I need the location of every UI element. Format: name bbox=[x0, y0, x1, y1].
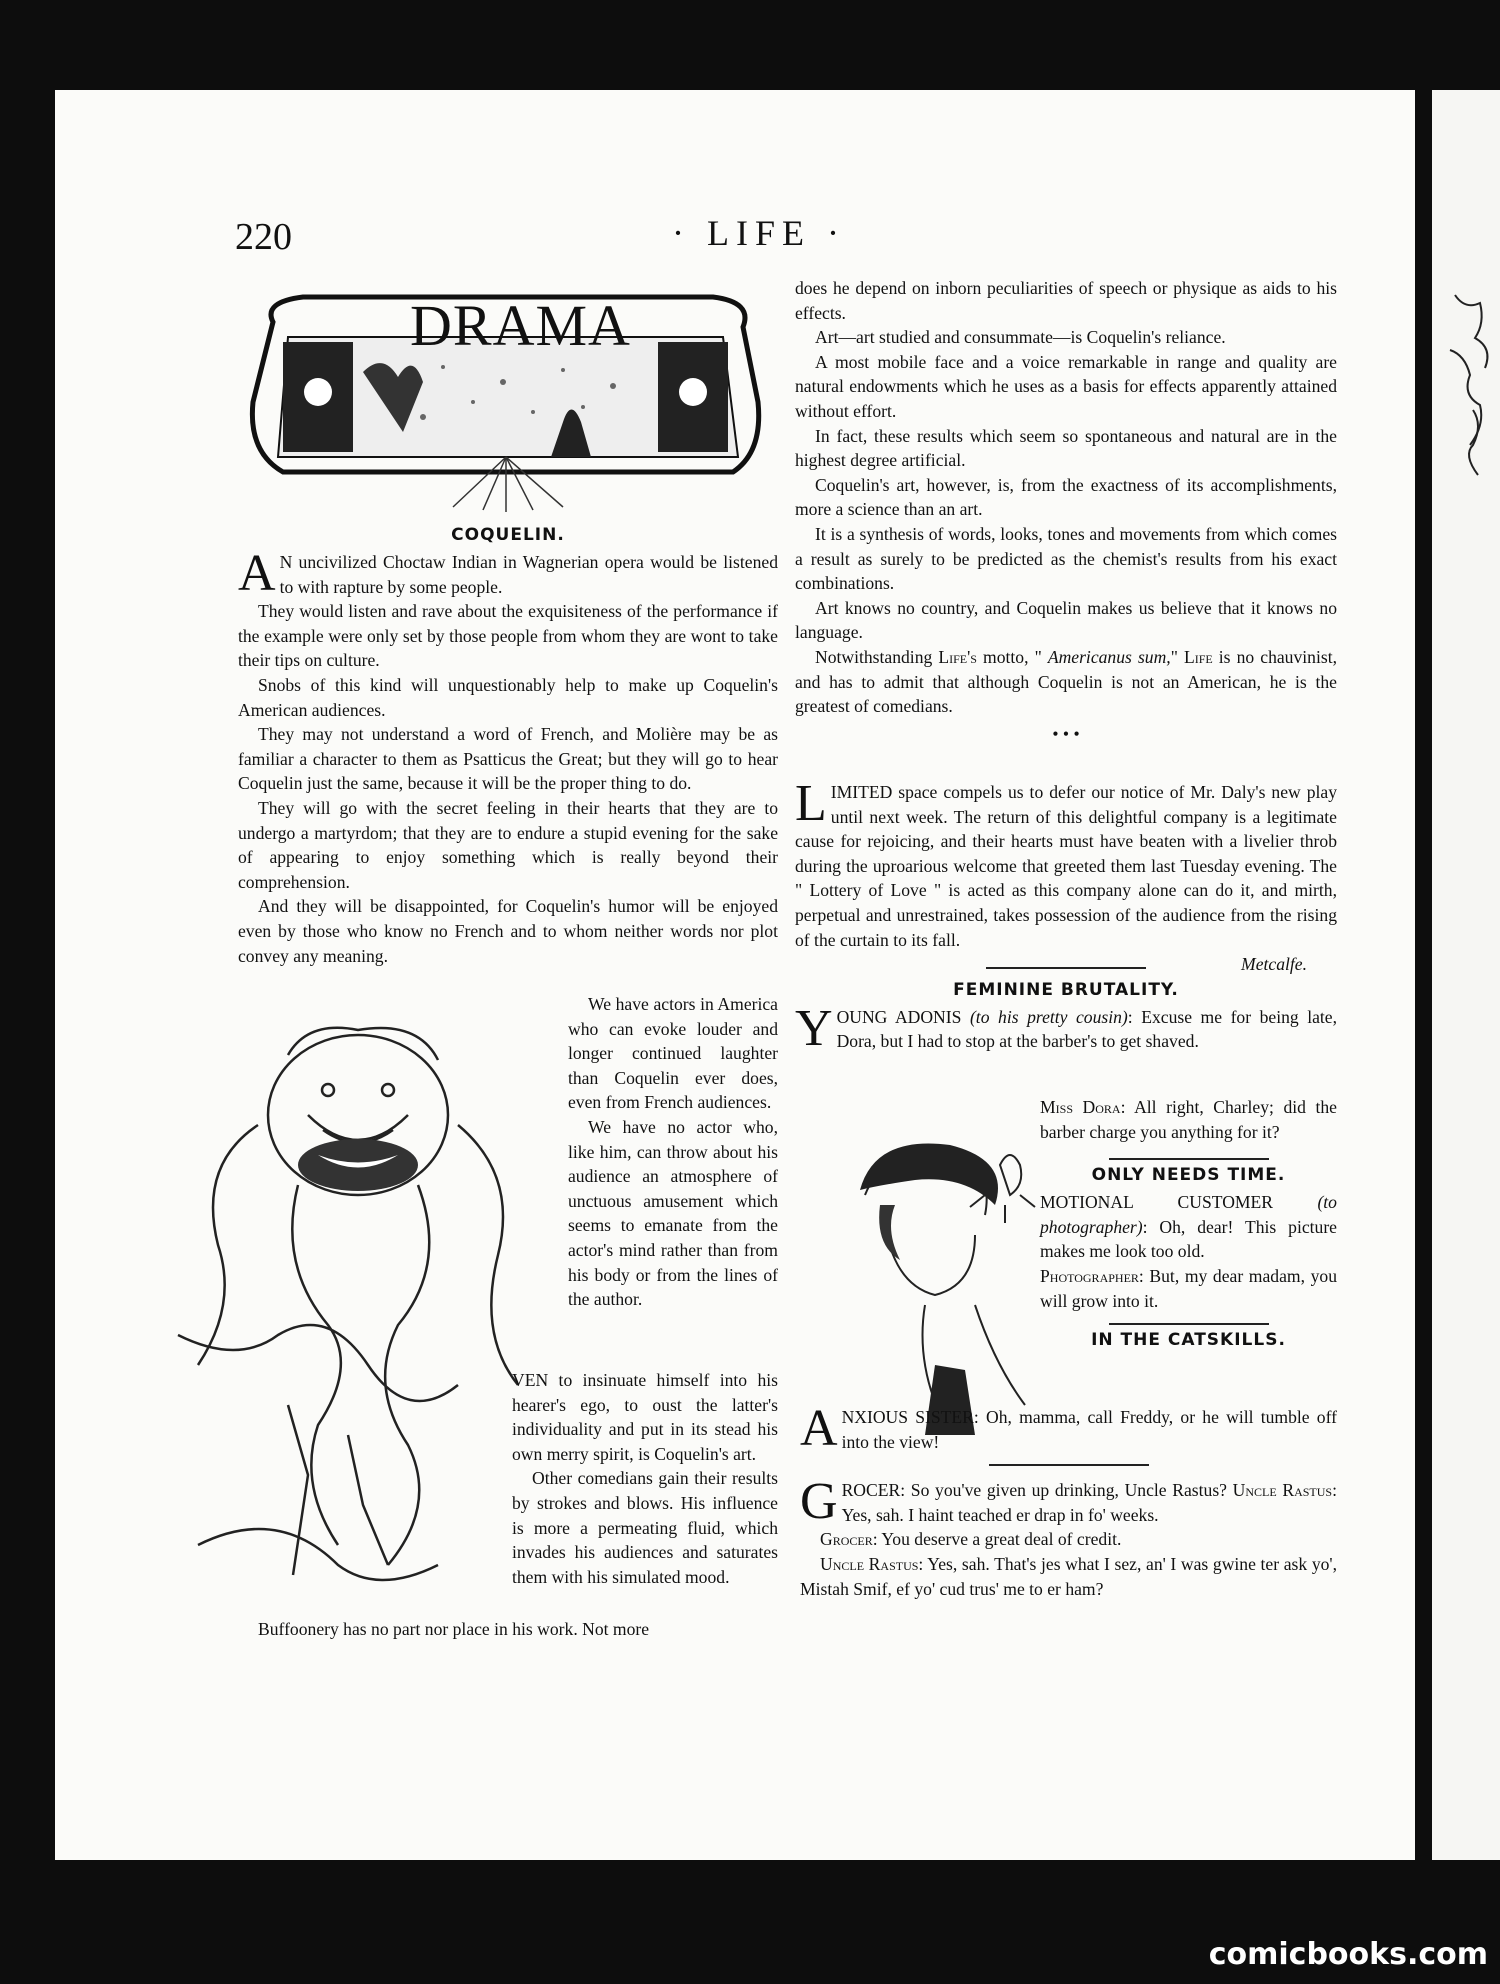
coquelin-paragraph-5: They will go with the secret feeling in their hearts that they are to undergo a martyrdom; that they are to endure a stupid evening for the sake of appearing to enjoy something which is really beyond their comprehension. bbox=[238, 797, 778, 892]
divider-rule bbox=[989, 1464, 1149, 1466]
coquelin-caricature-illustration bbox=[158, 1005, 568, 1605]
coquelin-right-paragraph-5: Coquelin's art, however, is, from the exactness of its accomplishments, more a science than an art. bbox=[795, 474, 1337, 520]
coquelin-article-wrap-2 bbox=[512, 1368, 778, 1589]
limited-paragraph: LIMITED space compels us to defer our notice of Mr. Daly's new play until next week. The return of this delightful company is a legitimate cause for rejoicing, and their hearts must have beaten with a livelier throb during the uproarious welcome that greeted them last Tuesday evening. The " Lottery of Love " is acted as this company alone can do it, and mirth, perpetual and unrestrained, takes possession of the audience from the rising of the curtain to its fall. bbox=[795, 775, 1337, 950]
drama-banner-label: DRAMA bbox=[410, 293, 631, 358]
drop-cap-a: A bbox=[238, 545, 276, 602]
right-column-dialogues bbox=[1040, 1095, 1337, 1355]
drop-cap-a: A bbox=[800, 1400, 838, 1457]
drop-cap-g: G bbox=[800, 1473, 838, 1531]
coquelin-paragraph-9: VEN to insinuate himself into his hearer's ego, to oust the latter's individuality and put in its stead his own merry spirit, is Coquelin's art. bbox=[512, 1370, 778, 1464]
adjacent-page-illustration-fragment bbox=[1445, 290, 1495, 510]
coquelin-heading: COQUELIN. bbox=[451, 525, 565, 545]
needs-time-line-1: MOTIONAL CUSTOMER (to photographer): Oh, dear! This picture makes me look too old. bbox=[1040, 1192, 1337, 1262]
feminine-line-2: Miss Dora: All right, Charley; did the barber charge you anything for it? bbox=[1040, 1097, 1337, 1142]
signature-metcalfe: Metcalfe. bbox=[1241, 954, 1307, 975]
only-needs-time-heading: ONLY NEEDS TIME. bbox=[1091, 1165, 1286, 1186]
coquelin-paragraph-6: And they will be disappointed, for Coquelin's humor will be enjoyed even by those who know no French and to whom neither words nor plot convey any meaning. bbox=[238, 896, 778, 966]
in-the-catskills-heading: IN THE CATSKILLS. bbox=[1091, 1330, 1286, 1351]
coquelin-article-bottom bbox=[238, 1617, 778, 1642]
limited-space-notice bbox=[795, 775, 1338, 1057]
coquelin-paragraph-8: We have no actor who, like him, can throw about his audience an atmosphere of unctuous amusement which seems to emanate from the actor's mind rather than from his body or from the lines of the author. bbox=[568, 1116, 778, 1310]
watermark: comicbooks.com bbox=[1208, 1937, 1488, 1972]
coquelin-right-paragraph-1: does he depend on inborn peculiarities of speech or physique as aids to his effects. bbox=[795, 278, 1337, 323]
coquelin-paragraph-11: Buffoonery has no part nor place in his work. Not more bbox=[258, 1619, 650, 1639]
coquelin-article-wrap-1 bbox=[568, 992, 778, 1312]
coquelin-right-paragraph-3: A most mobile face and a voice remarkable in range and quality are natural endowments which he uses as a basis for effects apparently attained without effort. bbox=[795, 351, 1337, 421]
drop-cap-y: Y bbox=[795, 999, 833, 1057]
coquelin-paragraph-1-text: N uncivilized Choctaw Indian in Wagnerian opera would be listened to with rapture by some people. bbox=[279, 552, 778, 597]
coquelin-paragraph-1 bbox=[238, 545, 778, 602]
masthead-life: · LIFE · bbox=[672, 213, 846, 253]
coquelin-paragraph-7: We have actors in America who can evoke louder and longer continued laughter than Coquelin ever does, even from French audiences. bbox=[568, 994, 778, 1113]
catskills-line: ANXIOUS SISTER: Oh, mamma, call Freddy, or he will tumble off into the view! bbox=[800, 1400, 1337, 1457]
coquelin-right-paragraph-6: It is a synthesis of words, looks, tones and movements from which comes a result as surely to be predicted as the chemist's results from his exact combinations. bbox=[795, 523, 1337, 594]
feminine-brutality-heading: FEMININE BRUTALITY. bbox=[953, 979, 1179, 1000]
coquelin-right-paragraph-7: Art knows no country, and Coquelin makes us believe that it knows no language. bbox=[795, 597, 1337, 643]
coquelin-paragraph-3: Snobs of this kind will unquestionably help to make up Coquelin's American audiences. bbox=[238, 674, 778, 720]
grocer-line-4: Uncle Rastus: Yes, sah. That's jes what I sez, an' I was gwine ter ask yo', Mistah Smif, ef yo' cud trus' me to er ham? bbox=[800, 1553, 1337, 1599]
feminine-line-1: YOUNG ADONIS (to his pretty cousin): Excuse me for being late, Dora, but I had to stop at the barber's to get shaved. bbox=[795, 999, 1338, 1057]
page-number: 220 bbox=[235, 216, 292, 258]
coquelin-paragraph-10: Other comedians gain their results by strokes and blows. His influence is more a permeating fluid, which invades his audiences and saturates them with his simulated mood. bbox=[512, 1468, 778, 1587]
needs-time-line-2: Photographer: But, my dear madam, you will grow into it. bbox=[1040, 1265, 1337, 1311]
coquelin-right-paragraph-8: Notwithstanding Life's motto, " Americanus sum," Life is no chauvinist, and has to admit that although Coquelin is not an American, he is the greatest of comedians. bbox=[795, 646, 1337, 717]
coquelin-paragraph-4: They may not understand a word of French, and Molière may be as familiar a character to them as Psatticus the Great; but they will go to hear Coquelin just the same, because it will be the proper thing to do. bbox=[238, 724, 778, 794]
coquelin-article-top bbox=[238, 520, 778, 968]
coquelin-right-paragraph-4: In fact, these results which seem so spontaneous and natural are in the highest degree artificial. bbox=[795, 425, 1337, 471]
section-separator: • • • bbox=[1052, 723, 1080, 744]
grocer-line-3: Grocer: You deserve a great deal of credit. bbox=[820, 1529, 1122, 1550]
coquelin-right-paragraph-2: Art—art studied and consummate—is Coquelin's reliance. bbox=[815, 327, 1226, 348]
drop-cap-l: L bbox=[795, 775, 827, 832]
coquelin-paragraph-2: They would listen and rave about the exquisiteness of the performance if the example were only set by those people from whom they are wont to take their tips on culture. bbox=[238, 601, 778, 671]
divider-rule bbox=[986, 967, 1146, 969]
grocer-line-1: GROCER: So you've given up drinking, Uncle Rastus? Uncle Rastus: Yes, sah. I haint teached er drap in fo' weeks. bbox=[800, 1473, 1337, 1531]
coquelin-article-continued bbox=[795, 276, 1337, 749]
woman-portrait-illustration bbox=[825, 1135, 1040, 1435]
right-column-jokes bbox=[800, 1400, 1337, 1601]
